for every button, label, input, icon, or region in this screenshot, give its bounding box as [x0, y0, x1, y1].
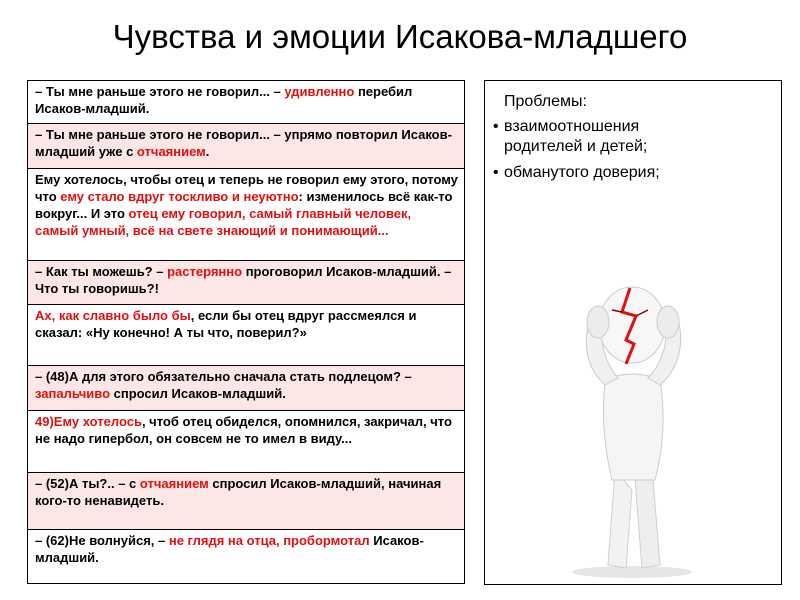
quote-text: – Ты мне раньше этого не говорил... – упрямо повторил Исаков-младший уже с — [35, 127, 452, 159]
highlight-text: отчаянием — [139, 476, 209, 491]
highlight-text: удивленно — [284, 84, 355, 99]
problems-list — [485, 117, 775, 189]
quote-text: , чтоб отец обиделся, опомнился, закричал, что не надо гипербол, он совсем не то имел в виду... — [35, 414, 452, 446]
table-row — [28, 261, 465, 305]
quote-text: : изменилось всё как-то вокруг... И это — [35, 189, 453, 221]
quote-text: – (52)А ты?.. – с — [35, 476, 140, 491]
highlight-text: растерянно — [167, 264, 243, 279]
table-row — [28, 124, 465, 169]
highlight-text: отчаянием — [136, 144, 206, 159]
bullet-icon: • — [493, 118, 499, 135]
highlight-text: не глядя на отца, пробормотал — [168, 533, 370, 548]
highlight-text: 49)Ему хотелось — [35, 414, 142, 429]
highlight-text: запальчиво — [35, 386, 111, 401]
quote-text: – Ты мне раньше этого не говорил... – — [35, 84, 285, 99]
quote-text: – (62)Не волнуйся, – — [35, 533, 169, 548]
quote-text: . — [205, 144, 210, 159]
list-item — [485, 163, 694, 183]
quote-cell — [28, 366, 465, 411]
list-item — [485, 117, 694, 157]
problems-heading: Проблемы: — [504, 93, 587, 110]
table-row — [28, 81, 465, 124]
highlight-text: Ах, как славно было бы — [35, 308, 191, 323]
table-row — [28, 169, 465, 261]
quote-text: спросил Исаков-младший. — [110, 386, 286, 401]
quote-cell — [28, 124, 465, 169]
quote-cell — [28, 169, 465, 261]
table-row — [28, 366, 465, 411]
page-title: Чувства и эмоции Исакова-младшего — [112, 18, 688, 55]
quote-text: Ему хотелось, чтобы отец и теперь не говорил ему этого, потому что — [35, 172, 458, 204]
stressed-figure-icon — [560, 280, 710, 580]
quote-cell — [28, 411, 465, 473]
table-row — [28, 530, 465, 584]
table-row — [28, 473, 465, 530]
table-row — [28, 305, 465, 366]
quote-text: – Как ты можешь? – — [35, 264, 168, 279]
quote-cell — [28, 305, 465, 366]
quote-cell — [28, 81, 465, 124]
problem-text: обманутого доверия; — [504, 164, 660, 181]
quote-cell — [28, 473, 465, 530]
quote-cell — [28, 530, 465, 584]
quote-text: – (48)А для этого обязательно сначала стать подлецом? – — [35, 369, 412, 384]
quotes-table — [27, 80, 465, 584]
quote-text: перебил Исаков-младший. — [35, 84, 413, 116]
problem-text: взаимоотношения родителей и детей; — [504, 118, 648, 155]
quote-cell — [28, 261, 465, 305]
quote-text: , если бы отец вдруг рассмеялся и сказал: «Ну конечно! А ты что, поверил?» — [35, 308, 417, 340]
highlight-text: отец ему говорил, самый главный человек, самый умный, всё на свете знающий и понимающий... — [35, 206, 412, 238]
highlight-text: ему стало вдруг тоскливо и неуютно — [60, 189, 299, 204]
quote-text: проговорил Исаков-младший. – Что ты говоришь?! — [35, 264, 452, 296]
quote-text: Исаков-младший. — [35, 533, 424, 565]
quote-text: спросил Исаков-младший, начиная кого-то ненавидеть. — [35, 476, 442, 508]
bullet-icon: • — [493, 164, 499, 181]
table-row — [28, 411, 465, 473]
